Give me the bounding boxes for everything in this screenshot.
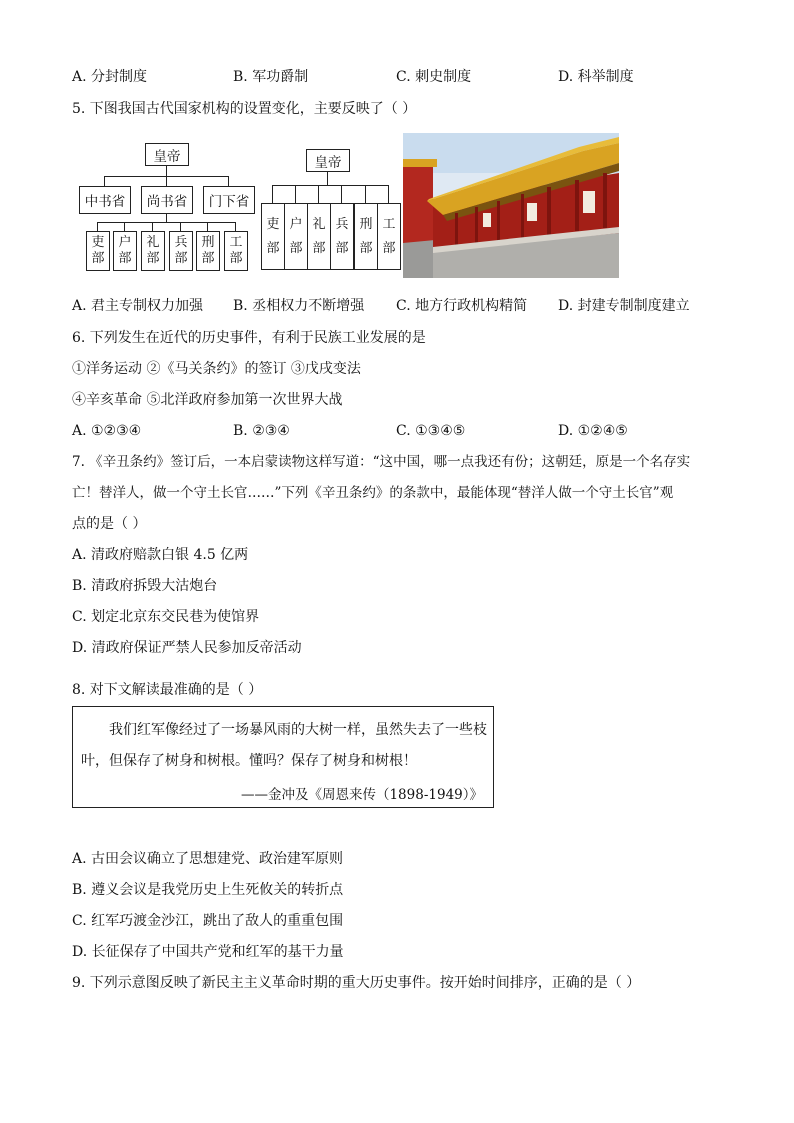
q5-option-c: C. 地方行政机构精简 bbox=[396, 298, 528, 314]
diagram-left-emperor: 皇帝 bbox=[145, 143, 189, 166]
diagram-menxia: 门下省 bbox=[203, 186, 255, 214]
q6-items-line1: ①洋务运动 ②《马关条约》的签订 ③戊戌变法 bbox=[72, 361, 361, 377]
q5-option-b: B. 丞相权力不断增强 bbox=[233, 298, 365, 314]
diagram-right-ministry-hu: 户 部 bbox=[284, 203, 308, 270]
palace-photo bbox=[403, 133, 619, 278]
q6-option-c: C. ①③④⑤ bbox=[396, 423, 466, 439]
q8-quote-line1: 我们红军像经过了一场暴风雨的大树一样，虽然失去了一些枝 bbox=[109, 722, 487, 738]
q6-option-d: D. ①②④⑤ bbox=[558, 423, 628, 439]
diagram-left-ministry-xing: 刑 部 bbox=[196, 231, 220, 271]
q6-stem: 6. 下列发生在近代的历史事件，有利于民族工业发展的是 bbox=[72, 330, 426, 346]
diagram-right-ministry-li-personnel: 吏 部 bbox=[261, 203, 285, 270]
q6-option-a: A. ①②③④ bbox=[72, 423, 142, 439]
q8-quote-line2: 叶，但保存了树身和树根。懂吗？保存了树身和树根！ bbox=[81, 753, 417, 769]
diagram-left-ministry-gong: 工 部 bbox=[224, 231, 248, 271]
diagram-left-ministry-li-personnel: 吏 部 bbox=[86, 231, 110, 271]
q7-stem-line2: 亡！替洋人，做一个守土长官……”下列《辛丑条约》的条款中，最能体现“替洋人做一个守土长官”观 bbox=[72, 485, 674, 501]
q4-option-a: A. 分封制度 bbox=[72, 69, 148, 85]
q8-option-b: B. 遵义会议是我党历史上生死攸关的转折点 bbox=[72, 882, 344, 898]
diagram-right-ministry-li-rites: 礼 部 bbox=[307, 203, 331, 270]
diagram-left-ministry-hu: 户 部 bbox=[113, 231, 137, 271]
q7-option-c: C. 划定北京东交民巷为使馆界 bbox=[72, 609, 260, 625]
q4-option-b: B. 军功爵制 bbox=[233, 69, 309, 85]
q8-option-a: A. 古田会议确立了思想建党、政治建军原则 bbox=[72, 851, 344, 867]
q6-items-line2: ④辛亥革命 ⑤北洋政府参加第一次世界大战 bbox=[72, 392, 343, 408]
q7-option-b: B. 清政府拆毁大沽炮台 bbox=[72, 578, 218, 594]
diagram-right-ministry-bing: 兵 部 bbox=[330, 203, 354, 270]
q5-option-a: A. 君主专制权力加强 bbox=[72, 298, 204, 314]
q6-option-b: B. ②③④ bbox=[233, 423, 290, 439]
diagram-left-ministry-li-rites: 礼 部 bbox=[141, 231, 165, 271]
diagram-left-ministry-bing: 兵 部 bbox=[169, 231, 193, 271]
q8-option-d: D. 长征保存了中国共产党和红军的基干力量 bbox=[72, 944, 344, 960]
q7-option-d: D. 清政府保证严禁人民参加反帝活动 bbox=[72, 640, 302, 656]
diagram-shangshu: 尚书省 bbox=[141, 186, 193, 214]
q8-option-c: C. 红军巧渡金沙江，跳出了敌人的重重包围 bbox=[72, 913, 344, 929]
q5-option-d: D. 封建专制制度建立 bbox=[558, 298, 690, 314]
q8-quote-box bbox=[72, 706, 494, 808]
diagram-right-emperor: 皇帝 bbox=[306, 149, 350, 172]
q4-option-c: C. 刺史制度 bbox=[396, 69, 472, 85]
diagram-right-ministry-xing: 刑 部 bbox=[354, 203, 378, 270]
q7-stem-line3: 点的是（ ） bbox=[72, 516, 147, 532]
diagram-zhongshu: 中书省 bbox=[79, 186, 131, 214]
q8-stem: 8. 对下文解读最准确的是（ ） bbox=[72, 682, 263, 698]
q8-quote-source: ——金冲及《周恩来传（1898-1949）》 bbox=[240, 787, 483, 803]
q9-stem: 9. 下列示意图反映了新民主主义革命时期的重大历史事件。按开始时间排序，正确的是（ ） bbox=[72, 975, 641, 991]
q4-option-d: D. 科举制度 bbox=[558, 69, 634, 85]
q7-option-a: A. 清政府赔款白银 4.5 亿两 bbox=[72, 547, 249, 563]
diagram-right-ministry-gong: 工 部 bbox=[377, 203, 401, 270]
q7-stem-line1: 7. 《辛丑条约》签订后，一本启蒙读物这样写道：“这中国，哪一点我还有份；这朝廷，原是一个名存实 bbox=[72, 454, 691, 470]
q5-stem: 5. 下图我国古代国家机构的设置变化，主要反映了（ ） bbox=[72, 101, 417, 117]
